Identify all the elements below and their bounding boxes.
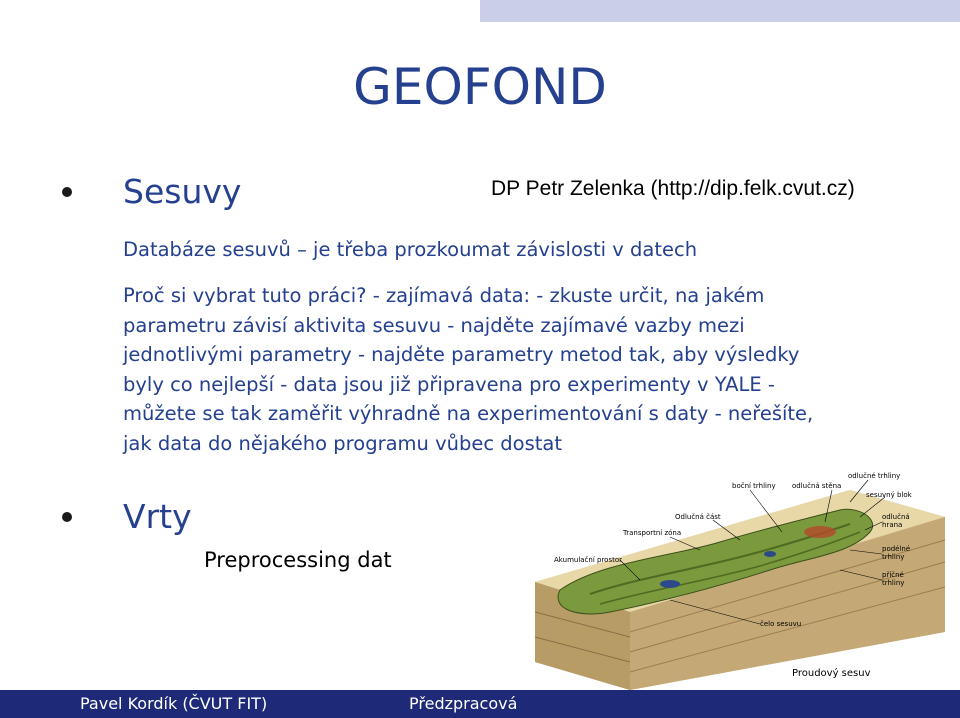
strip-segment: [0, 0, 480, 22]
paragraph-line: jednotlivými parametry - najděte parametry metod tak, aby výsledky: [123, 343, 800, 366]
body-paragraph: [123, 281, 883, 458]
label-podelne-trhliny-2: trhliny: [882, 553, 905, 561]
bullet-icon: [62, 187, 72, 197]
slide-title-text: GEOFOND: [353, 58, 607, 116]
label-pricne-trhliny-2: trhliny: [882, 579, 905, 587]
label-transportni-zona: Transportní zóna: [623, 529, 682, 537]
label-pricne-trhliny-1: příčné: [882, 571, 904, 579]
top-decor-strip: [0, 0, 960, 22]
bullet-icon: [62, 512, 72, 522]
strip-segment: [480, 0, 960, 22]
label-odlucna-cast: Odlučná část: [675, 513, 721, 521]
slide-title: [0, 58, 960, 116]
subheading: Preprocessing dat: [204, 548, 392, 572]
section-heading-vrty: Vrty: [123, 497, 192, 536]
paragraph-line: parametru závisí aktivita sesuvu - najděte zajímavé vazby mezi: [123, 313, 745, 337]
label-celo-sesuvu: čelo sesuvu: [760, 620, 802, 628]
label-odlucna-hrana-2: hrana: [882, 521, 903, 529]
footer-author: Pavel Kordík (ČVUT FIT): [80, 694, 268, 713]
footer-bar: [0, 690, 960, 718]
body-line: Databáze sesuvů – je třeba prozkoumat závislosti v datech: [123, 238, 698, 261]
label-odlucne-trhliny: odlučné trhliny: [848, 472, 901, 480]
label-odlucna-hrana-1: odlučná: [882, 513, 910, 521]
label-bocni-trhliny: boční trhliny: [732, 482, 776, 490]
paragraph-line: můžete se tak zaměřit výhradně na experimentování s daty - neřešíte,: [123, 402, 814, 425]
label-akumulacni-prostor: Akumulační prostor: [554, 556, 623, 564]
paragraph-line: byly co nejlepší - data jsou již připravena pro experimenty v YALE -: [123, 372, 775, 396]
landslide-diagram: [520, 462, 960, 690]
paragraph-line: jak data do nějakého programu vůbec dostat: [123, 431, 562, 455]
paragraph-line: Proč si vybrat tuto práci? - zajímavá data: - zkuste určit, na jakém: [123, 284, 765, 307]
label-podelne-trhliny-1: podélné: [882, 545, 911, 553]
footer-topic: Předzpracová: [409, 694, 518, 713]
label-proudovy-sesuv: Proudový sesuv: [792, 668, 871, 679]
label-sesuvny-blok: sesuvný blok: [866, 491, 912, 499]
credit-text: DP Petr Zelenka (http://dip.felk.cvut.cz): [491, 177, 855, 200]
section-heading-sesuvy: Sesuvy: [123, 172, 242, 211]
label-odlucna-stena: odlučná stěna: [792, 482, 842, 490]
